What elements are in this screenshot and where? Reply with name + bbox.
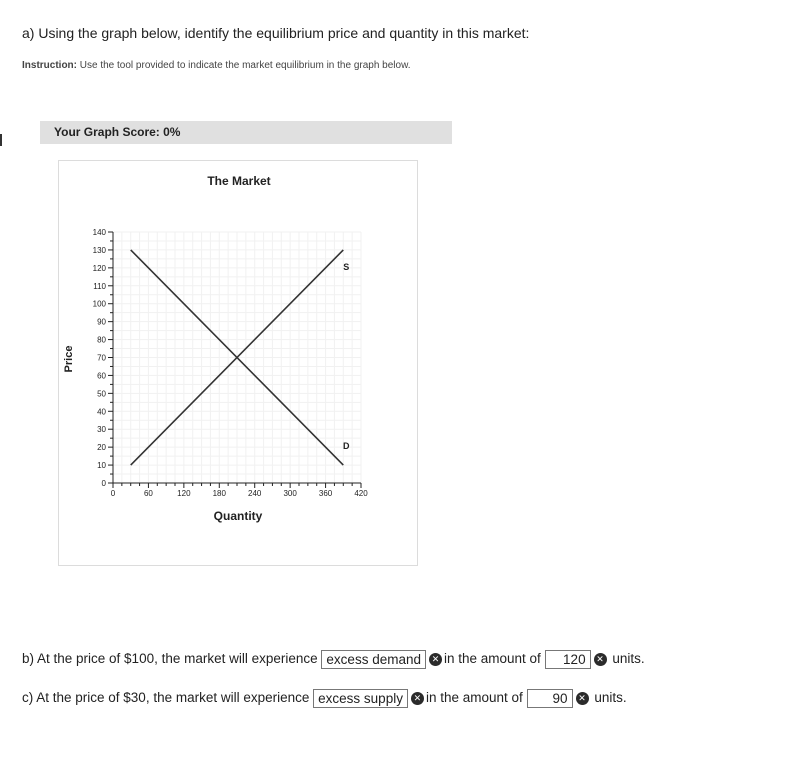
x-tick-label: 300 [283, 489, 297, 498]
question-c [22, 689, 627, 708]
question-b-answer-field[interactable]: excess demand [321, 650, 426, 669]
question-b [22, 650, 645, 669]
y-tick-label: 60 [97, 371, 106, 381]
instruction-label: Instruction: [22, 60, 77, 71]
x-tick-label: 180 [212, 489, 226, 498]
y-tick-label: 100 [92, 299, 106, 309]
x-circle-icon: ✕ [429, 653, 442, 666]
y-tick-label: 140 [92, 228, 106, 237]
question-c-prefix: c) At the price of $30, the market will experience [22, 690, 310, 706]
question-c-answer-field[interactable]: excess supply [313, 689, 408, 708]
y-tick-label: 90 [97, 317, 106, 327]
y-tick-label: 50 [97, 389, 106, 399]
question-c-amount-field[interactable]: 90 [527, 689, 573, 708]
question-a: a) Using the graph below, identify the equilibrium price and quantity in this market: [22, 25, 530, 41]
y-tick-label: 70 [97, 353, 106, 363]
x-tick-label: 120 [177, 489, 191, 498]
x-circle-icon: ✕ [576, 692, 589, 705]
x-axis-label: Quantity [213, 509, 263, 523]
x-tick-label: 360 [318, 489, 333, 498]
market-chart[interactable] [59, 161, 419, 567]
question-b-suffix: units. [612, 651, 645, 667]
y-axis-label: Price [63, 345, 75, 373]
curve-label-s: S [343, 261, 350, 272]
y-tick-label: 0 [101, 479, 106, 488]
x-tick-label: 240 [248, 489, 262, 498]
y-tick-label: 30 [97, 425, 106, 435]
y-tick-label: 20 [97, 443, 106, 453]
curve-label-d: D [343, 441, 350, 452]
question-b-middle: in the amount of [443, 651, 541, 667]
instruction [22, 60, 411, 71]
x-tick-label: 420 [354, 489, 368, 498]
question-b-amount-field[interactable]: 120 [545, 650, 591, 669]
x-circle-icon: ✕ [594, 653, 607, 666]
question-c-suffix: units. [594, 690, 627, 706]
instruction-text: Use the tool provided to indicate the market equilibrium in the graph below. [79, 60, 411, 71]
margin-marker [0, 134, 2, 146]
y-tick-label: 40 [97, 407, 106, 417]
y-tick-label: 130 [92, 245, 106, 255]
y-tick-label: 110 [93, 281, 106, 291]
ticks [93, 228, 369, 498]
graph-tool[interactable] [58, 160, 418, 566]
question-c-middle: in the amount of [425, 690, 523, 706]
graph-score-bar: Your Graph Score: 0% [40, 121, 452, 144]
x-tick-label: 60 [143, 489, 153, 498]
y-tick-label: 120 [92, 263, 106, 273]
x-tick-label: 0 [110, 489, 116, 498]
chart-title: The Market [207, 174, 271, 188]
x-circle-icon: ✕ [411, 692, 424, 705]
y-tick-label: 10 [97, 461, 106, 471]
question-b-prefix: b) At the price of $100, the market will experience [22, 651, 318, 667]
y-tick-label: 80 [97, 335, 106, 345]
